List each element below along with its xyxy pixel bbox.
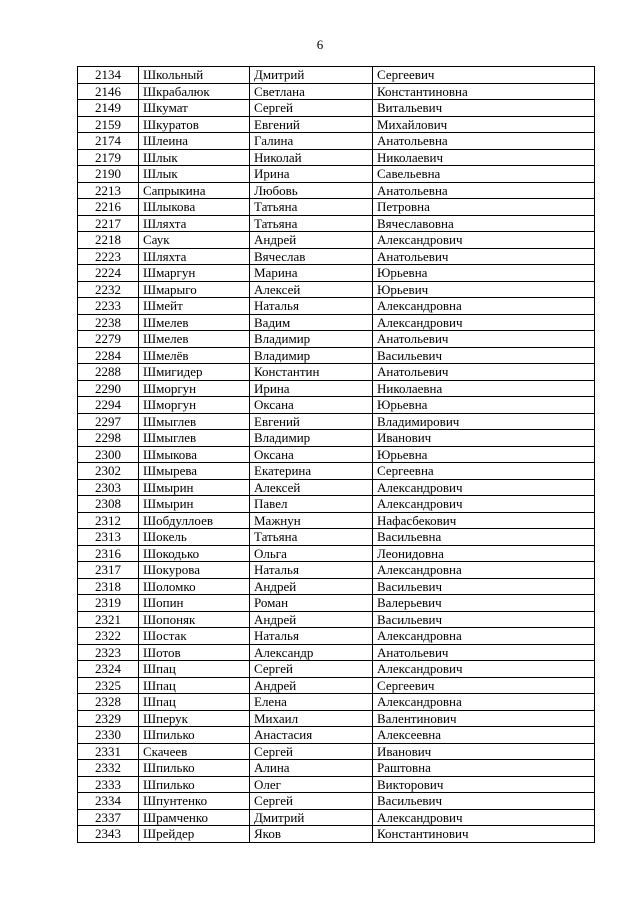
patronymic-cell: Александровна: [373, 562, 595, 579]
patronymic-cell: Анатольевна: [373, 133, 595, 150]
table-row: [78, 545, 595, 562]
first-name-cell: Павел: [250, 496, 373, 513]
table-row: [78, 529, 595, 546]
first-name-cell: Роман: [250, 595, 373, 612]
first-name-cell: Сергей: [250, 100, 373, 117]
patronymic-cell: Анатольевич: [373, 644, 595, 661]
last-name-cell: Шокель: [139, 529, 250, 546]
last-name-cell: Сапрыкина: [139, 182, 250, 199]
record-number-cell: 2312: [78, 512, 139, 529]
first-name-cell: Андрей: [250, 578, 373, 595]
last-name-cell: Шокурова: [139, 562, 250, 579]
last-name-cell: Шопоняк: [139, 611, 250, 628]
first-name-cell: Мажнун: [250, 512, 373, 529]
patronymic-cell: Александрович: [373, 809, 595, 826]
last-name-cell: Шмигидер: [139, 364, 250, 381]
last-name-cell: Шпац: [139, 677, 250, 694]
table-row: [78, 496, 595, 513]
first-name-cell: Дмитрий: [250, 67, 373, 84]
table-row: [78, 364, 595, 381]
table-row: [78, 232, 595, 249]
last-name-cell: Шлык: [139, 166, 250, 183]
first-name-cell: Евгений: [250, 413, 373, 430]
record-number-cell: 2343: [78, 826, 139, 843]
record-number-cell: 2149: [78, 100, 139, 117]
patronymic-cell: Александрович: [373, 479, 595, 496]
last-name-cell: Шмыкова: [139, 446, 250, 463]
record-number-cell: 2328: [78, 694, 139, 711]
last-name-cell: Шмыглев: [139, 413, 250, 430]
first-name-cell: Алина: [250, 760, 373, 777]
patronymic-cell: Михайлович: [373, 116, 595, 133]
last-name-cell: Шкумат: [139, 100, 250, 117]
first-name-cell: Сергей: [250, 793, 373, 810]
table-row: [78, 413, 595, 430]
first-name-cell: Наталья: [250, 562, 373, 579]
patronymic-cell: Петровна: [373, 199, 595, 216]
table-row: [78, 215, 595, 232]
record-number-cell: 2334: [78, 793, 139, 810]
last-name-cell: Шопин: [139, 595, 250, 612]
table-row: [78, 694, 595, 711]
last-name-cell: Шмыглев: [139, 430, 250, 447]
table-row: [78, 710, 595, 727]
record-number-cell: 2217: [78, 215, 139, 232]
table-row: [78, 661, 595, 678]
first-name-cell: Николай: [250, 149, 373, 166]
record-number-cell: 2303: [78, 479, 139, 496]
page-number: 6: [316, 37, 324, 52]
patronymic-cell: Юрьевна: [373, 446, 595, 463]
last-name-cell: Шперук: [139, 710, 250, 727]
last-name-cell: Шмелев: [139, 314, 250, 331]
first-name-cell: Алексей: [250, 479, 373, 496]
first-name-cell: Марина: [250, 265, 373, 282]
table-row: [78, 100, 595, 117]
patronymic-cell: Александровна: [373, 298, 595, 315]
patronymic-cell: Викторович: [373, 776, 595, 793]
table-row: [78, 743, 595, 760]
patronymic-cell: Анатольевич: [373, 248, 595, 265]
last-name-cell: Шлыкова: [139, 199, 250, 216]
table-row: [78, 314, 595, 331]
last-name-cell: Шмырева: [139, 463, 250, 480]
patronymic-cell: Савельевна: [373, 166, 595, 183]
record-number-cell: 2337: [78, 809, 139, 826]
table-row: [78, 430, 595, 447]
first-name-cell: Наталья: [250, 628, 373, 645]
first-name-cell: Вячеслав: [250, 248, 373, 265]
record-number-cell: 2325: [78, 677, 139, 694]
last-name-cell: Шпац: [139, 694, 250, 711]
patronymic-cell: Иванович: [373, 430, 595, 447]
record-number-cell: 2288: [78, 364, 139, 381]
table-row: [78, 116, 595, 133]
record-number-cell: 2224: [78, 265, 139, 282]
first-name-cell: Анастасия: [250, 727, 373, 744]
last-name-cell: Шлык: [139, 149, 250, 166]
patronymic-cell: Васильевич: [373, 578, 595, 595]
first-name-cell: Сергей: [250, 661, 373, 678]
patronymic-cell: Александровна: [373, 694, 595, 711]
table-row: [78, 67, 595, 84]
first-name-cell: Олег: [250, 776, 373, 793]
patronymic-cell: Иванович: [373, 743, 595, 760]
table-row: [78, 265, 595, 282]
first-name-cell: Татьяна: [250, 215, 373, 232]
first-name-cell: Алексей: [250, 281, 373, 298]
table-row: [78, 628, 595, 645]
record-number-cell: 2329: [78, 710, 139, 727]
roster-table: [77, 66, 595, 843]
last-name-cell: Шобдуллоев: [139, 512, 250, 529]
first-name-cell: Дмитрий: [250, 809, 373, 826]
patronymic-cell: Валерьевич: [373, 595, 595, 612]
record-number-cell: 2279: [78, 331, 139, 348]
last-name-cell: Шпилько: [139, 776, 250, 793]
first-name-cell: Андрей: [250, 677, 373, 694]
first-name-cell: Любовь: [250, 182, 373, 199]
last-name-cell: Саук: [139, 232, 250, 249]
last-name-cell: Шотов: [139, 644, 250, 661]
last-name-cell: Шпунтенко: [139, 793, 250, 810]
last-name-cell: Шостак: [139, 628, 250, 645]
last-name-cell: Шморгун: [139, 380, 250, 397]
record-number-cell: 2317: [78, 562, 139, 579]
patronymic-cell: Сергеевич: [373, 677, 595, 694]
record-number-cell: 2313: [78, 529, 139, 546]
record-number-cell: 2324: [78, 661, 139, 678]
patronymic-cell: Александрович: [373, 232, 595, 249]
last-name-cell: Шокодько: [139, 545, 250, 562]
patronymic-cell: Анатольевна: [373, 182, 595, 199]
record-number-cell: 2216: [78, 199, 139, 216]
first-name-cell: Сергей: [250, 743, 373, 760]
table-row: [78, 776, 595, 793]
last-name-cell: Шмелёв: [139, 347, 250, 364]
last-name-cell: Школьный: [139, 67, 250, 84]
record-number-cell: 2330: [78, 727, 139, 744]
first-name-cell: Александр: [250, 644, 373, 661]
last-name-cell: Шляхта: [139, 248, 250, 265]
table-row: [78, 248, 595, 265]
patronymic-cell: Анатольевич: [373, 364, 595, 381]
record-number-cell: 2159: [78, 116, 139, 133]
record-number-cell: 2323: [78, 644, 139, 661]
patronymic-cell: Юрьевна: [373, 265, 595, 282]
last-name-cell: Шмейт: [139, 298, 250, 315]
table-row: [78, 446, 595, 463]
record-number-cell: 2318: [78, 578, 139, 595]
patronymic-cell: Васильевна: [373, 529, 595, 546]
patronymic-cell: Константиновна: [373, 83, 595, 100]
table-row: [78, 512, 595, 529]
table-row: [78, 562, 595, 579]
record-number-cell: 2308: [78, 496, 139, 513]
record-number-cell: 2319: [78, 595, 139, 612]
table-row: [78, 479, 595, 496]
first-name-cell: Ирина: [250, 166, 373, 183]
first-name-cell: Светлана: [250, 83, 373, 100]
last-name-cell: Шмарыго: [139, 281, 250, 298]
last-name-cell: Шрамченко: [139, 809, 250, 826]
table-row: [78, 677, 595, 694]
table-row: [78, 826, 595, 843]
first-name-cell: Ольга: [250, 545, 373, 562]
roster-body: [78, 67, 595, 843]
patronymic-cell: Александрович: [373, 314, 595, 331]
table-row: [78, 595, 595, 612]
last-name-cell: Шмелев: [139, 331, 250, 348]
table-row: [78, 331, 595, 348]
record-number-cell: 2290: [78, 380, 139, 397]
patronymic-cell: Витальевич: [373, 100, 595, 117]
first-name-cell: Наталья: [250, 298, 373, 315]
record-number-cell: 2333: [78, 776, 139, 793]
table-row: [78, 133, 595, 150]
patronymic-cell: Юрьевна: [373, 397, 595, 414]
first-name-cell: Галина: [250, 133, 373, 150]
patronymic-cell: Юрьевич: [373, 281, 595, 298]
record-number-cell: 2298: [78, 430, 139, 447]
patronymic-cell: Владимирович: [373, 413, 595, 430]
last-name-cell: Шморгун: [139, 397, 250, 414]
record-number-cell: 2322: [78, 628, 139, 645]
last-name-cell: Скачеев: [139, 743, 250, 760]
first-name-cell: Оксана: [250, 397, 373, 414]
first-name-cell: Татьяна: [250, 199, 373, 216]
last-name-cell: Шмырин: [139, 496, 250, 513]
table-row: [78, 199, 595, 216]
table-row: [78, 463, 595, 480]
table-row: [78, 166, 595, 183]
patronymic-cell: Васильевич: [373, 347, 595, 364]
record-number-cell: 2294: [78, 397, 139, 414]
last-name-cell: Шлеина: [139, 133, 250, 150]
record-number-cell: 2232: [78, 281, 139, 298]
patronymic-cell: Васильевич: [373, 611, 595, 628]
patronymic-cell: Вячеславовна: [373, 215, 595, 232]
last-name-cell: Шпац: [139, 661, 250, 678]
patronymic-cell: Сергеевна: [373, 463, 595, 480]
record-number-cell: 2302: [78, 463, 139, 480]
table-row: [78, 727, 595, 744]
first-name-cell: Андрей: [250, 232, 373, 249]
table-row: [78, 793, 595, 810]
table-row: [78, 611, 595, 628]
first-name-cell: Оксана: [250, 446, 373, 463]
patronymic-cell: Сергеевич: [373, 67, 595, 84]
record-number-cell: 2284: [78, 347, 139, 364]
table-row: [78, 578, 595, 595]
record-number-cell: 2297: [78, 413, 139, 430]
patronymic-cell: Алексеевна: [373, 727, 595, 744]
first-name-cell: Вадим: [250, 314, 373, 331]
last-name-cell: Шрейдер: [139, 826, 250, 843]
record-number-cell: 2134: [78, 67, 139, 84]
table-row: [78, 644, 595, 661]
patronymic-cell: Васильевич: [373, 793, 595, 810]
last-name-cell: Шмаргун: [139, 265, 250, 282]
table-row: [78, 809, 595, 826]
first-name-cell: Михаил: [250, 710, 373, 727]
record-number-cell: 2213: [78, 182, 139, 199]
table-row: [78, 281, 595, 298]
record-number-cell: 2218: [78, 232, 139, 249]
patronymic-cell: Александровна: [373, 628, 595, 645]
table-row: [78, 380, 595, 397]
record-number-cell: 2223: [78, 248, 139, 265]
last-name-cell: Шоломко: [139, 578, 250, 595]
patronymic-cell: Александрович: [373, 661, 595, 678]
table-row: [78, 298, 595, 315]
last-name-cell: Шпилько: [139, 727, 250, 744]
record-number-cell: 2174: [78, 133, 139, 150]
patronymic-cell: Раштовна: [373, 760, 595, 777]
first-name-cell: Владимир: [250, 331, 373, 348]
patronymic-cell: Константинович: [373, 826, 595, 843]
record-number-cell: 2316: [78, 545, 139, 562]
record-number-cell: 2331: [78, 743, 139, 760]
last-name-cell: Шкуратов: [139, 116, 250, 133]
record-number-cell: 2190: [78, 166, 139, 183]
first-name-cell: Андрей: [250, 611, 373, 628]
patronymic-cell: Нафасбекович: [373, 512, 595, 529]
first-name-cell: Екатерина: [250, 463, 373, 480]
first-name-cell: Татьяна: [250, 529, 373, 546]
record-number-cell: 2179: [78, 149, 139, 166]
record-number-cell: 2146: [78, 83, 139, 100]
record-number-cell: 2300: [78, 446, 139, 463]
record-number-cell: 2233: [78, 298, 139, 315]
last-name-cell: Шмырин: [139, 479, 250, 496]
first-name-cell: Владимир: [250, 430, 373, 447]
table-row: [78, 397, 595, 414]
first-name-cell: Константин: [250, 364, 373, 381]
table-row: [78, 83, 595, 100]
table-row: [78, 182, 595, 199]
record-number-cell: 2321: [78, 611, 139, 628]
record-number-cell: 2238: [78, 314, 139, 331]
last-name-cell: Шкрабалюк: [139, 83, 250, 100]
patronymic-cell: Леонидовна: [373, 545, 595, 562]
patronymic-cell: Анатольевич: [373, 331, 595, 348]
record-number-cell: 2332: [78, 760, 139, 777]
first-name-cell: Яков: [250, 826, 373, 843]
table-row: [78, 149, 595, 166]
first-name-cell: Владимир: [250, 347, 373, 364]
last-name-cell: Шляхта: [139, 215, 250, 232]
table-row: [78, 760, 595, 777]
first-name-cell: Елена: [250, 694, 373, 711]
first-name-cell: Ирина: [250, 380, 373, 397]
patronymic-cell: Валентинович: [373, 710, 595, 727]
patronymic-cell: Александрович: [373, 496, 595, 513]
patronymic-cell: Николаевна: [373, 380, 595, 397]
table-row: [78, 347, 595, 364]
first-name-cell: Евгений: [250, 116, 373, 133]
patronymic-cell: Николаевич: [373, 149, 595, 166]
last-name-cell: Шпилько: [139, 760, 250, 777]
